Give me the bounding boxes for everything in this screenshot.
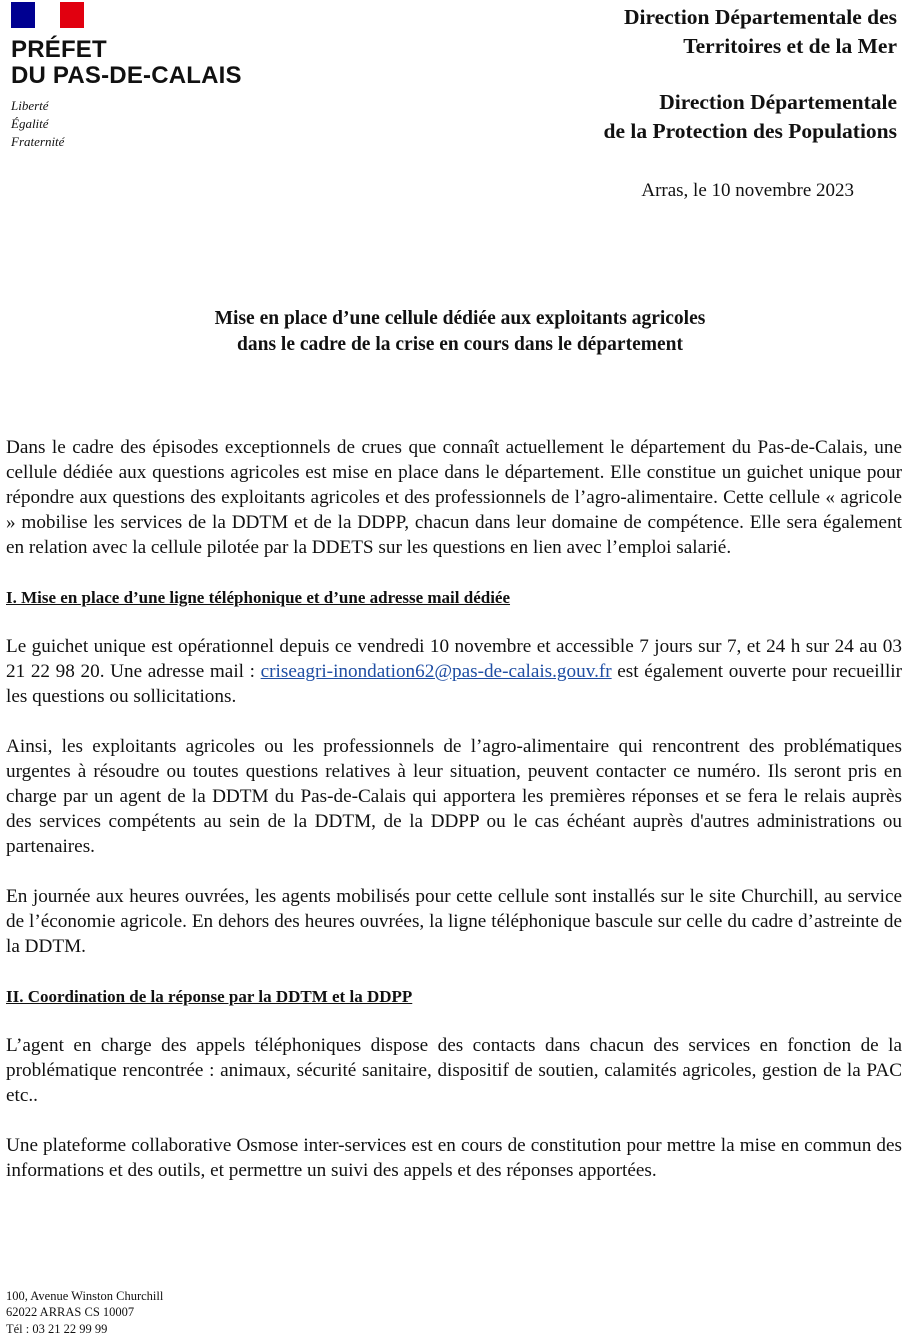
email-link[interactable]: criseagri-inondation62@pas-de-calais.gouv.fr xyxy=(260,661,612,682)
logo-motto: Liberté Égalité Fraternité xyxy=(11,98,65,149)
document-title: Mise en place d’une cellule dédiée aux exploitants agricoles dans le cadre de la crise en cours dans le département xyxy=(214,308,706,355)
section-heading-2: II. Coordination de la réponse par la DDTM et la DDPP xyxy=(6,987,413,1006)
intro-paragraph: Dans le cadre des épisodes exceptionnels de crues que connaît actuellement le département du Pas-de-Calais, une cellule dédiée aux questions agricoles est mise en place dans le département. Elle constitue un guichet unique pour répondre aux questions des exploitants agricoles et des professionnels de l’agro-alimentaire. Cette cellule « agricole » mobilise les services de la DDTM et de la DDPP, chacun dans leur domaine de compétence. Elle sera également en relation avec la cellule pilotée par la DDETS sur les questions en lien avec l’emploi salarié. xyxy=(6,437,902,558)
direction-ddtm: Direction Départementale des Territoires et de la Mer xyxy=(623,5,897,58)
french-flag-icon xyxy=(11,2,84,28)
direction-ddpp: Direction Départementale de la Protection des Populations xyxy=(603,90,897,143)
section2-paragraph-2: Une plateforme collaborative Osmose inter-services est en cours de constitution pour mettre la mise en commun des informations et des outils, et permettre un suivi des appels et des réponses apportées. xyxy=(6,1135,902,1181)
section1-paragraph-1: Le guichet unique est opérationnel depuis ce vendredi 10 novembre et accessible 7 jours sur 7, et 24 h sur 24 au 03 21 22 98 20. Une adresse mail : criseagri-inondation62@pas-de-calais.gouv.fr est également ouverte pour recueillir les questions ou sollicitations. xyxy=(6,636,902,707)
footer-address: 100, Avenue Winston Churchill 62022 ARRAS CS 10007 Tél : 03 21 22 99 99 xyxy=(6,1289,164,1336)
document-date: Arras, le 10 novembre 2023 xyxy=(641,180,854,201)
section2-paragraph-1: L’agent en charge des appels téléphoniques dispose des contacts dans chacun des services en fonction de la problématique rencontrée : animaux, sécurité sanitaire, dispositif de soutien, calamités agricoles, gestion de la PAC etc.. xyxy=(6,1035,902,1106)
prefecture-logo xyxy=(11,2,281,151)
document-body xyxy=(6,435,902,1183)
section1-paragraph-2: Ainsi, les exploitants agricoles ou les professionnels de l’agro-alimentaire qui rencontrent des problématiques urgentes à résoudre ou toutes questions relatives à leur situation, peuvent contacter ce numéro. Ils seront pris en charge par un agent de la DDTM du Pas-de-Calais qui apportera les premières réponses et se fera le relais auprès des services compétents au sein de la DDTM, de la DDPP ou le cas échéant auprès d'autres administrations ou partenaires. xyxy=(6,736,902,857)
logo-title: PRÉFET DU PAS-DE-CALAIS xyxy=(11,36,242,89)
section1-paragraph-3: En journée aux heures ouvrées, les agents mobilisés pour cette cellule sont installés sur le site Churchill, au service de l’économie agricole. En dehors des heures ouvrées, la ligne téléphonique bascule sur celle du cadre d’astreinte de la DDTM. xyxy=(6,886,902,957)
section-heading-1: I. Mise en place d’une ligne téléphonique et d’une adresse mail dédiée xyxy=(6,588,511,607)
